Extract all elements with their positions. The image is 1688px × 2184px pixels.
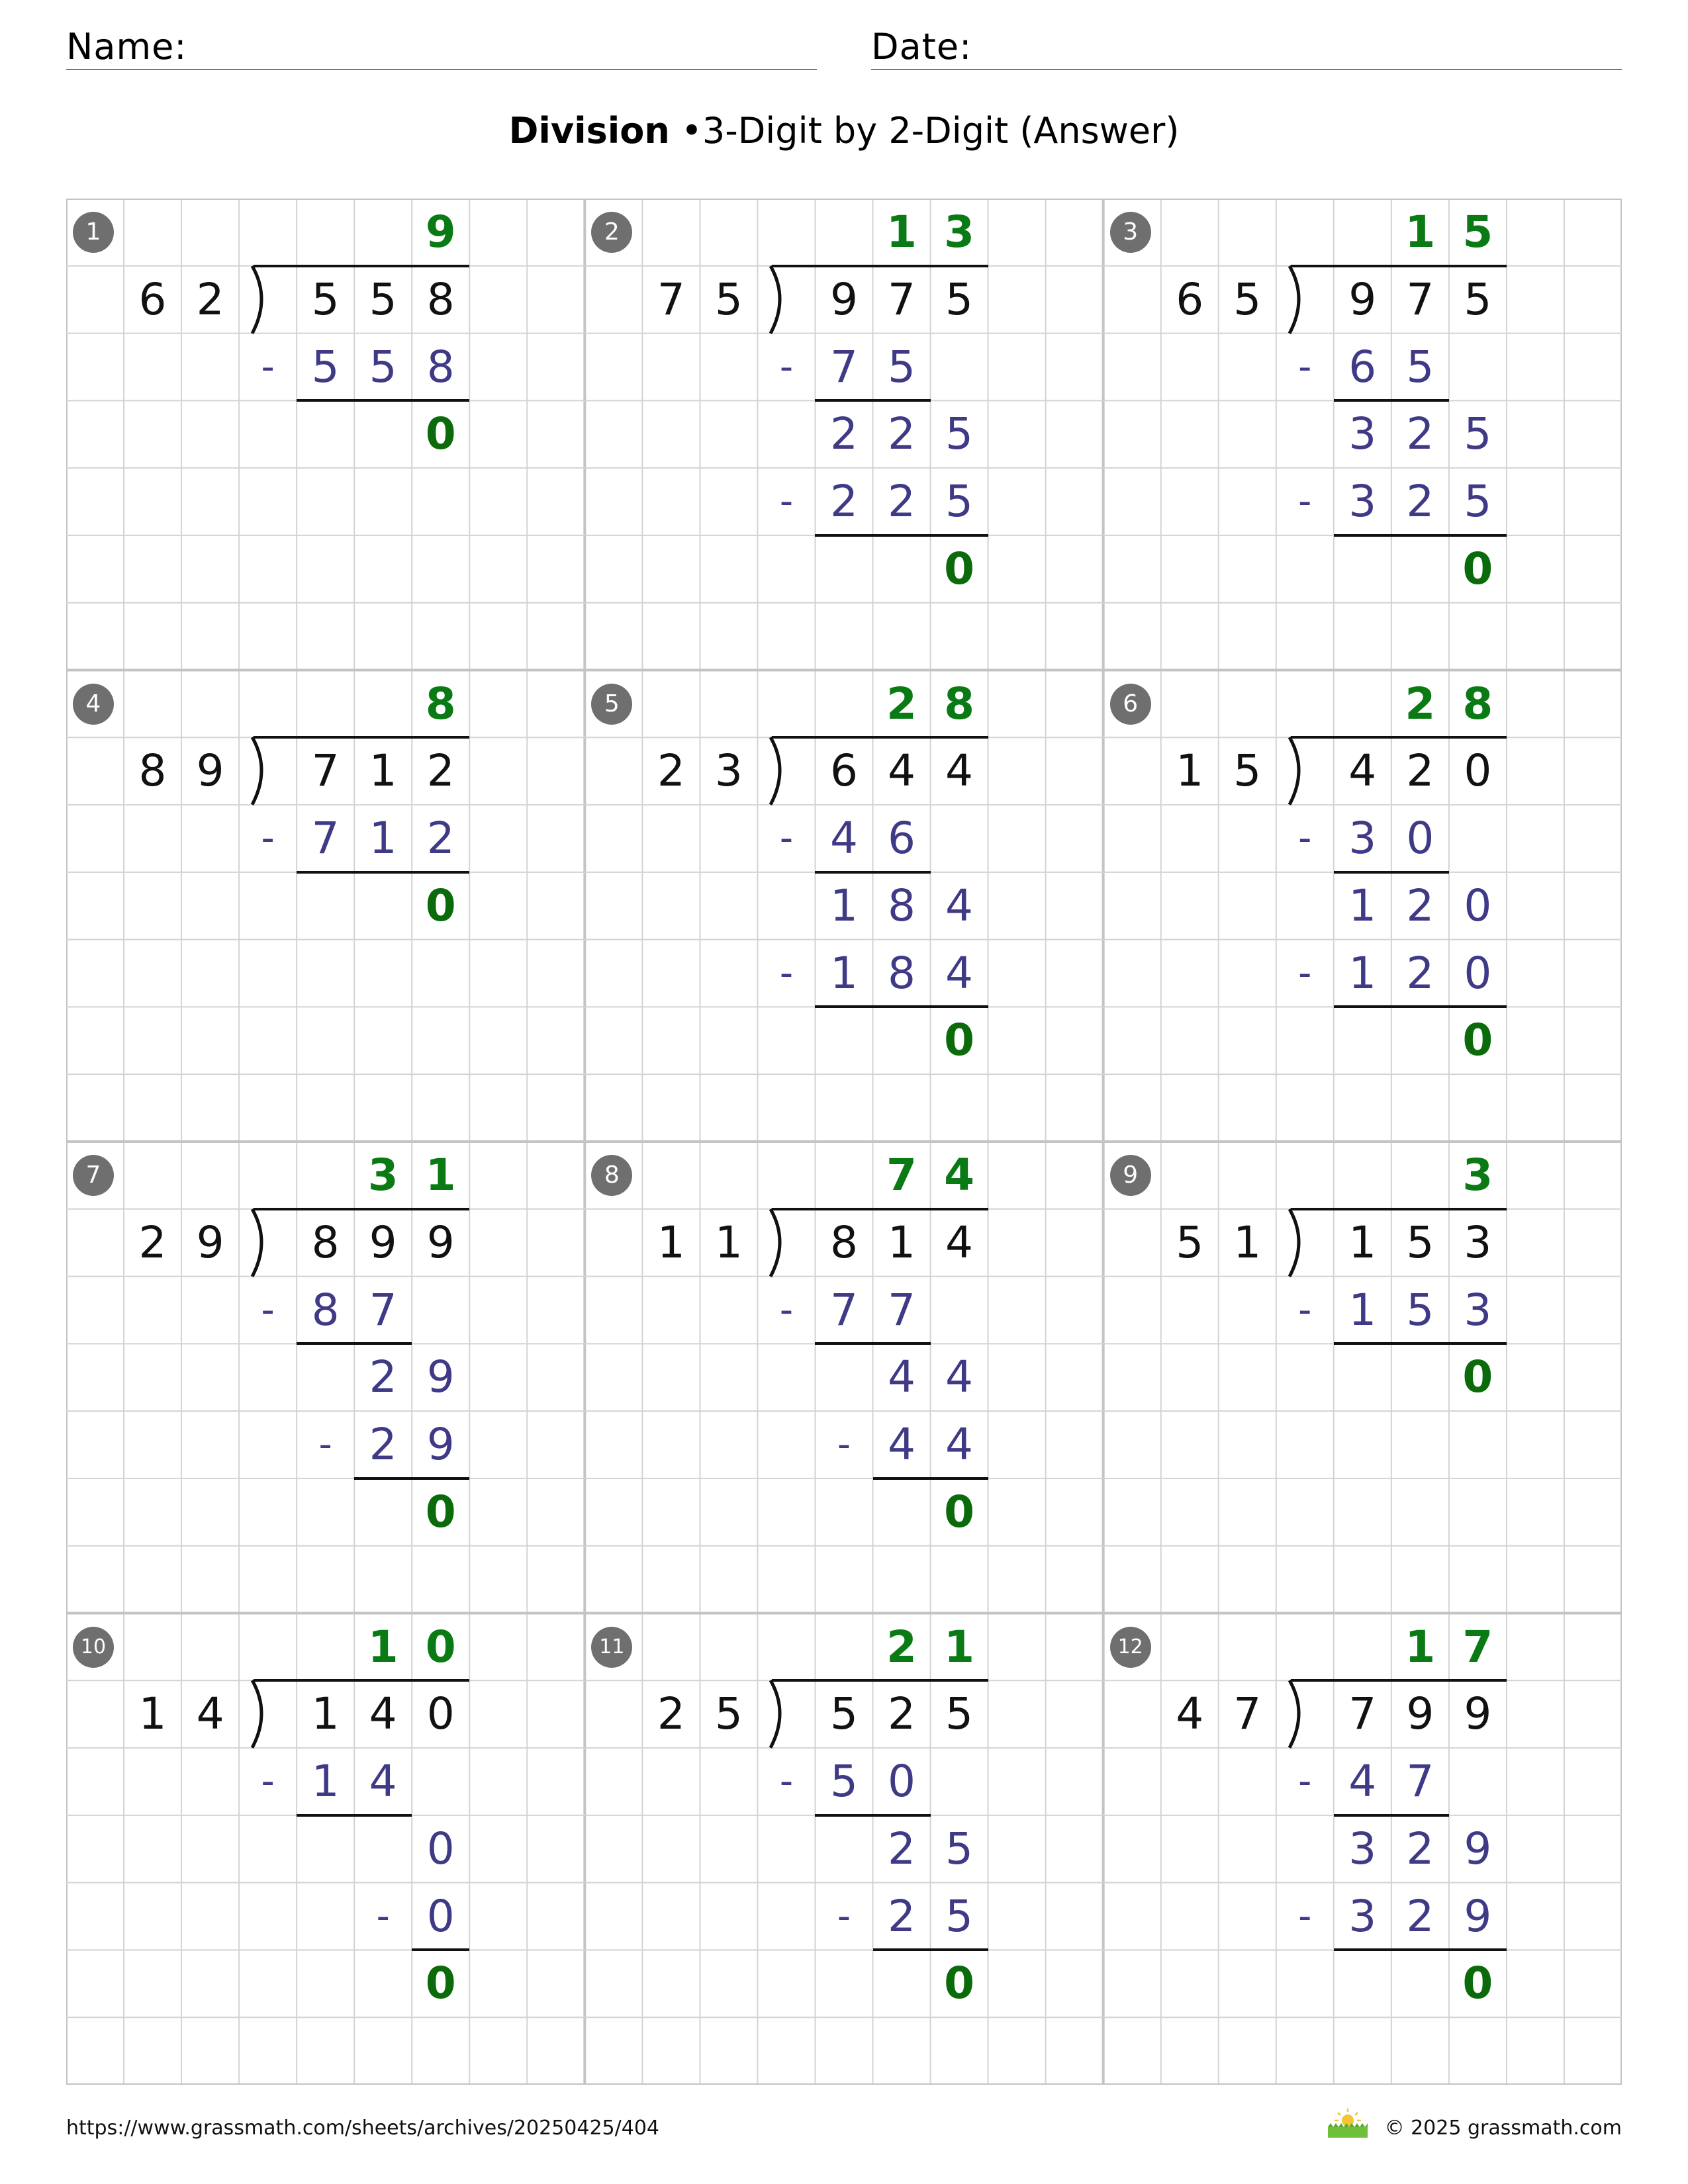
minus-sign: - xyxy=(261,345,275,388)
divisor-digit: 1 xyxy=(657,1216,685,1268)
division-bar xyxy=(254,1679,469,1682)
problem-number-badge: 9 xyxy=(1110,1155,1151,1196)
minus-sign: - xyxy=(1298,345,1312,388)
minus-sign: - xyxy=(1298,480,1312,523)
division-bracket xyxy=(246,1208,272,1279)
minus-sign: - xyxy=(779,480,794,523)
division-bracket xyxy=(764,736,790,807)
work-digit: 7 xyxy=(829,341,858,392)
dividend-digit: 1 xyxy=(369,745,397,797)
minus-sign: - xyxy=(1298,817,1312,860)
problem-9 xyxy=(1103,1142,1622,1614)
quotient-digit: 1 xyxy=(367,1621,399,1672)
division-bar xyxy=(772,1679,988,1682)
remainder-digit: 0 xyxy=(1462,1351,1493,1403)
work-digit: 1 xyxy=(1348,947,1377,999)
minus-sign: - xyxy=(318,1423,332,1467)
work-digit: 1 xyxy=(1348,880,1377,931)
divisor-digit: 1 xyxy=(138,1688,167,1740)
dividend-digit: 5 xyxy=(945,1688,974,1740)
quotient-digit: 8 xyxy=(944,678,975,729)
work-digit: 7 xyxy=(888,1284,915,1336)
divisor-digit: 2 xyxy=(657,1688,685,1740)
work-digit: 7 xyxy=(369,1284,397,1336)
work-digit: 3 xyxy=(1348,408,1377,460)
work-digit: 0 xyxy=(426,1823,455,1874)
work-digit: 5 xyxy=(1464,408,1492,460)
dividend-digit: 0 xyxy=(426,1688,455,1740)
title-bullet: • xyxy=(681,110,702,152)
problem-4 xyxy=(66,670,585,1142)
work-digit: 2 xyxy=(829,476,858,527)
minus-sign: - xyxy=(1298,951,1312,995)
work-digit: 8 xyxy=(888,880,915,931)
work-digit: 9 xyxy=(1464,1823,1492,1874)
dividend-digit: 4 xyxy=(945,745,974,797)
dividend-digit: 9 xyxy=(426,1216,455,1268)
remainder-digit: 0 xyxy=(1462,543,1493,594)
divisor-digit: 5 xyxy=(714,1688,743,1740)
divisor-digit: 5 xyxy=(1233,745,1262,797)
work-digit: 9 xyxy=(426,1351,455,1403)
quotient-digit: 1 xyxy=(1405,206,1436,257)
dividend-digit: 4 xyxy=(1348,745,1377,797)
remainder-digit: 0 xyxy=(425,408,456,460)
quotient-digit: 8 xyxy=(1462,678,1493,729)
problem-number-badge: 11 xyxy=(591,1627,632,1668)
quotient-digit: 3 xyxy=(367,1150,399,1201)
quotient-digit: 0 xyxy=(425,1621,456,1672)
remainder-digit: 0 xyxy=(425,880,456,931)
division-bar xyxy=(772,736,988,739)
dividend-digit: 2 xyxy=(426,745,455,797)
minus-sign: - xyxy=(1298,1760,1312,1803)
divisor-digit: 8 xyxy=(138,745,167,797)
dividend-digit: 2 xyxy=(1406,745,1434,797)
remainder-digit: 0 xyxy=(1462,1958,1493,2009)
work-digit: 2 xyxy=(1406,880,1434,931)
work-digit: 2 xyxy=(369,1351,397,1403)
quotient-digit: 9 xyxy=(425,206,456,257)
division-bracket xyxy=(1283,265,1309,336)
quotient-digit: 7 xyxy=(886,1150,917,1201)
work-digit: 2 xyxy=(888,408,915,460)
minus-sign: - xyxy=(261,1760,275,1803)
divisor-digit: 4 xyxy=(1176,1688,1204,1740)
divisor-digit: 2 xyxy=(657,745,685,797)
divisor-digit: 7 xyxy=(657,273,685,325)
quotient-digit: 3 xyxy=(944,206,975,257)
problem-number-badge: 1 xyxy=(73,212,114,253)
work-digit: 2 xyxy=(1406,1890,1434,1942)
quotient-digit: 7 xyxy=(1462,1621,1493,1672)
work-digit: 5 xyxy=(888,341,915,392)
work-digit: 0 xyxy=(1464,947,1492,999)
work-digit: 5 xyxy=(829,1756,858,1807)
problem-10 xyxy=(66,1614,585,2085)
divisor-digit: 1 xyxy=(714,1216,743,1268)
division-bracket xyxy=(764,265,790,336)
divisor-digit: 1 xyxy=(1233,1216,1262,1268)
divisor-digit: 5 xyxy=(1176,1216,1204,1268)
quotient-digit: 2 xyxy=(886,1621,917,1672)
title-sub: 3-Digit by 2-Digit (Answer) xyxy=(702,110,1180,152)
division-bracket xyxy=(1283,1208,1309,1279)
work-digit: 8 xyxy=(426,341,455,392)
work-digit: 1 xyxy=(829,880,858,931)
work-digit: 1 xyxy=(311,1756,340,1807)
divisor-digit: 5 xyxy=(714,273,743,325)
dividend-digit: 8 xyxy=(311,1216,340,1268)
dividend-digit: 5 xyxy=(829,1688,858,1740)
divisor-digit: 3 xyxy=(714,745,743,797)
quotient-digit: 1 xyxy=(425,1150,456,1201)
dividend-digit: 5 xyxy=(311,273,340,325)
division-bracket xyxy=(246,265,272,336)
work-digit: 4 xyxy=(888,1419,915,1471)
remainder-digit: 0 xyxy=(1462,1015,1493,1066)
work-digit: 3 xyxy=(1464,1284,1492,1336)
minus-sign: - xyxy=(779,345,794,388)
division-bracket xyxy=(1283,1679,1309,1751)
division-bracket xyxy=(246,736,272,807)
problem-1 xyxy=(66,199,585,670)
worksheet-title xyxy=(0,106,1688,156)
division-bracket xyxy=(764,1208,790,1279)
name-label: Name: xyxy=(66,26,187,68)
work-digit: 6 xyxy=(888,813,915,864)
divisor-digit: 9 xyxy=(196,1216,224,1268)
problem-11 xyxy=(585,1614,1103,2085)
work-digit: 8 xyxy=(888,947,915,999)
work-digit: 7 xyxy=(829,1284,858,1336)
minus-sign: - xyxy=(779,1288,794,1332)
divisor-digit: 2 xyxy=(196,273,224,325)
dividend-digit: 8 xyxy=(829,1216,858,1268)
minus-sign: - xyxy=(779,1760,794,1803)
minus-sign: - xyxy=(779,951,794,995)
work-digit: 0 xyxy=(888,1756,915,1807)
grass-sun-logo-icon xyxy=(1324,2106,1372,2140)
divisor-digit: 4 xyxy=(196,1688,224,1740)
work-digit: 4 xyxy=(369,1756,397,1807)
dividend-digit: 7 xyxy=(888,273,915,325)
remainder-digit: 0 xyxy=(425,1486,456,1537)
divisor-digit: 9 xyxy=(196,745,224,797)
dividend-digit: 1 xyxy=(311,1688,340,1740)
minus-sign: - xyxy=(837,1894,851,1938)
work-digit: 9 xyxy=(1464,1890,1492,1942)
work-digit: 2 xyxy=(1406,408,1434,460)
work-digit: 0 xyxy=(426,1890,455,1942)
dividend-digit: 1 xyxy=(888,1216,915,1268)
division-bar xyxy=(1291,736,1507,739)
subtraction-line xyxy=(297,1814,412,1817)
work-digit: 5 xyxy=(1406,1284,1434,1336)
problem-number-badge: 4 xyxy=(73,684,114,725)
title-main: Division xyxy=(508,110,670,152)
quotient-digit: 1 xyxy=(944,1621,975,1672)
dividend-digit: 9 xyxy=(829,273,858,325)
problem-5 xyxy=(585,670,1103,1142)
work-digit: 4 xyxy=(945,1419,974,1471)
quotient-digit: 5 xyxy=(1462,206,1493,257)
dividend-digit: 4 xyxy=(945,1216,974,1268)
remainder-digit: 0 xyxy=(425,1958,456,2009)
problem-number-badge: 6 xyxy=(1110,684,1151,725)
work-digit: 7 xyxy=(311,813,340,864)
division-bar xyxy=(772,265,988,267)
division-bar xyxy=(1291,1679,1507,1682)
date-label: Date: xyxy=(871,26,972,68)
division-bar xyxy=(254,736,469,739)
work-digit: 5 xyxy=(369,341,397,392)
division-bracket xyxy=(1283,736,1309,807)
problem-number-badge: 7 xyxy=(73,1155,114,1196)
dividend-digit: 4 xyxy=(369,1688,397,1740)
work-digit: 2 xyxy=(426,813,455,864)
dividend-digit: 5 xyxy=(369,273,397,325)
problem-6 xyxy=(1103,670,1622,1142)
work-digit: 2 xyxy=(1406,1823,1434,1874)
dividend-digit: 7 xyxy=(1348,1688,1377,1740)
minus-sign: - xyxy=(376,1894,390,1938)
work-digit: 5 xyxy=(1406,341,1434,392)
dividend-digit: 4 xyxy=(888,745,915,797)
dividend-digit: 9 xyxy=(1406,1688,1434,1740)
dividend-digit: 5 xyxy=(1464,273,1492,325)
problem-number-badge: 3 xyxy=(1110,212,1151,253)
work-digit: 1 xyxy=(829,947,858,999)
dividend-digit: 1 xyxy=(1348,1216,1377,1268)
dividend-digit: 3 xyxy=(1464,1216,1492,1268)
divisor-digit: 5 xyxy=(1233,273,1262,325)
dividend-digit: 8 xyxy=(426,273,455,325)
problem-number-badge: 10 xyxy=(73,1627,114,1668)
work-digit: 8 xyxy=(311,1284,340,1336)
work-digit: 3 xyxy=(1348,813,1377,864)
work-digit: 1 xyxy=(369,813,397,864)
work-digit: 4 xyxy=(888,1351,915,1403)
dividend-digit: 0 xyxy=(1464,745,1492,797)
work-digit: 5 xyxy=(945,408,974,460)
work-digit: 2 xyxy=(1406,476,1434,527)
work-digit: 5 xyxy=(945,1890,974,1942)
problem-8 xyxy=(585,1142,1103,1614)
divisor-digit: 2 xyxy=(138,1216,167,1268)
work-digit: 4 xyxy=(945,1351,974,1403)
work-digit: 2 xyxy=(888,476,915,527)
work-digit: 5 xyxy=(311,341,340,392)
work-digit: 2 xyxy=(1406,947,1434,999)
dividend-digit: 2 xyxy=(888,1688,915,1740)
quotient-digit: 4 xyxy=(944,1150,975,1201)
dividend-digit: 9 xyxy=(369,1216,397,1268)
work-digit: 2 xyxy=(888,1890,915,1942)
work-digit: 7 xyxy=(1406,1756,1434,1807)
dividend-digit: 9 xyxy=(1348,273,1377,325)
remainder-digit: 0 xyxy=(944,1015,975,1066)
quotient-digit: 2 xyxy=(886,678,917,729)
problem-7 xyxy=(66,1142,585,1614)
work-digit: 3 xyxy=(1348,1890,1377,1942)
dividend-digit: 7 xyxy=(311,745,340,797)
dividend-digit: 5 xyxy=(945,273,974,325)
work-digit: 2 xyxy=(369,1419,397,1471)
minus-sign: - xyxy=(1298,1288,1312,1332)
work-digit: 0 xyxy=(1464,880,1492,931)
work-digit: 4 xyxy=(1348,1756,1377,1807)
quotient-digit: 2 xyxy=(1405,678,1436,729)
work-digit: 6 xyxy=(1348,341,1377,392)
divisor-digit: 1 xyxy=(1176,745,1204,797)
division-bar xyxy=(772,1208,988,1210)
division-bar xyxy=(254,1208,469,1210)
divisor-digit: 6 xyxy=(138,273,167,325)
division-bar xyxy=(254,265,469,267)
division-bar xyxy=(1291,265,1507,267)
problem-grid xyxy=(66,199,1622,2085)
dividend-digit: 9 xyxy=(1464,1688,1492,1740)
work-digit: 9 xyxy=(426,1419,455,1471)
date-field[interactable] xyxy=(871,25,1622,70)
work-digit: 4 xyxy=(945,880,974,931)
footer-url: https://www.grassmath.com/sheets/archives/20250425/404 xyxy=(66,2116,660,2140)
work-digit: 0 xyxy=(1406,813,1434,864)
remainder-digit: 0 xyxy=(944,1958,975,2009)
problem-number-badge: 8 xyxy=(591,1155,632,1196)
work-digit: 2 xyxy=(829,408,858,460)
quotient-digit: 3 xyxy=(1462,1150,1493,1201)
work-digit: 5 xyxy=(945,1823,974,1874)
minus-sign: - xyxy=(837,1423,851,1467)
footer-copyright: © 2025 grassmath.com xyxy=(1384,2116,1622,2140)
work-digit: 5 xyxy=(945,476,974,527)
work-digit: 4 xyxy=(829,813,858,864)
work-digit: 1 xyxy=(1348,1284,1377,1336)
work-digit: 5 xyxy=(1464,476,1492,527)
divisor-digit: 7 xyxy=(1233,1688,1262,1740)
division-bracket xyxy=(764,1679,790,1751)
dividend-digit: 5 xyxy=(1406,1216,1434,1268)
problem-number-badge: 5 xyxy=(591,684,632,725)
problem-12 xyxy=(1103,1614,1622,2085)
work-digit: 2 xyxy=(888,1823,915,1874)
work-digit: 3 xyxy=(1348,1823,1377,1874)
dividend-digit: 6 xyxy=(829,745,858,797)
quotient-digit: 1 xyxy=(1405,1621,1436,1672)
minus-sign: - xyxy=(1298,1894,1312,1938)
problem-number-badge: 12 xyxy=(1110,1627,1151,1668)
division-bracket xyxy=(246,1679,272,1751)
problem-2 xyxy=(585,199,1103,670)
minus-sign: - xyxy=(779,817,794,860)
problem-3 xyxy=(1103,199,1622,670)
divisor-digit: 6 xyxy=(1176,273,1204,325)
dividend-digit: 7 xyxy=(1406,273,1434,325)
quotient-digit: 8 xyxy=(425,678,456,729)
minus-sign: - xyxy=(261,817,275,860)
remainder-digit: 0 xyxy=(944,543,975,594)
work-digit: 4 xyxy=(945,947,974,999)
division-bar xyxy=(1291,1208,1507,1210)
remainder-digit: 0 xyxy=(944,1486,975,1537)
name-field[interactable] xyxy=(66,25,817,70)
work-digit: 3 xyxy=(1348,476,1377,527)
problem-number-badge: 2 xyxy=(591,212,632,253)
minus-sign: - xyxy=(261,1288,275,1332)
quotient-digit: 1 xyxy=(886,206,917,257)
